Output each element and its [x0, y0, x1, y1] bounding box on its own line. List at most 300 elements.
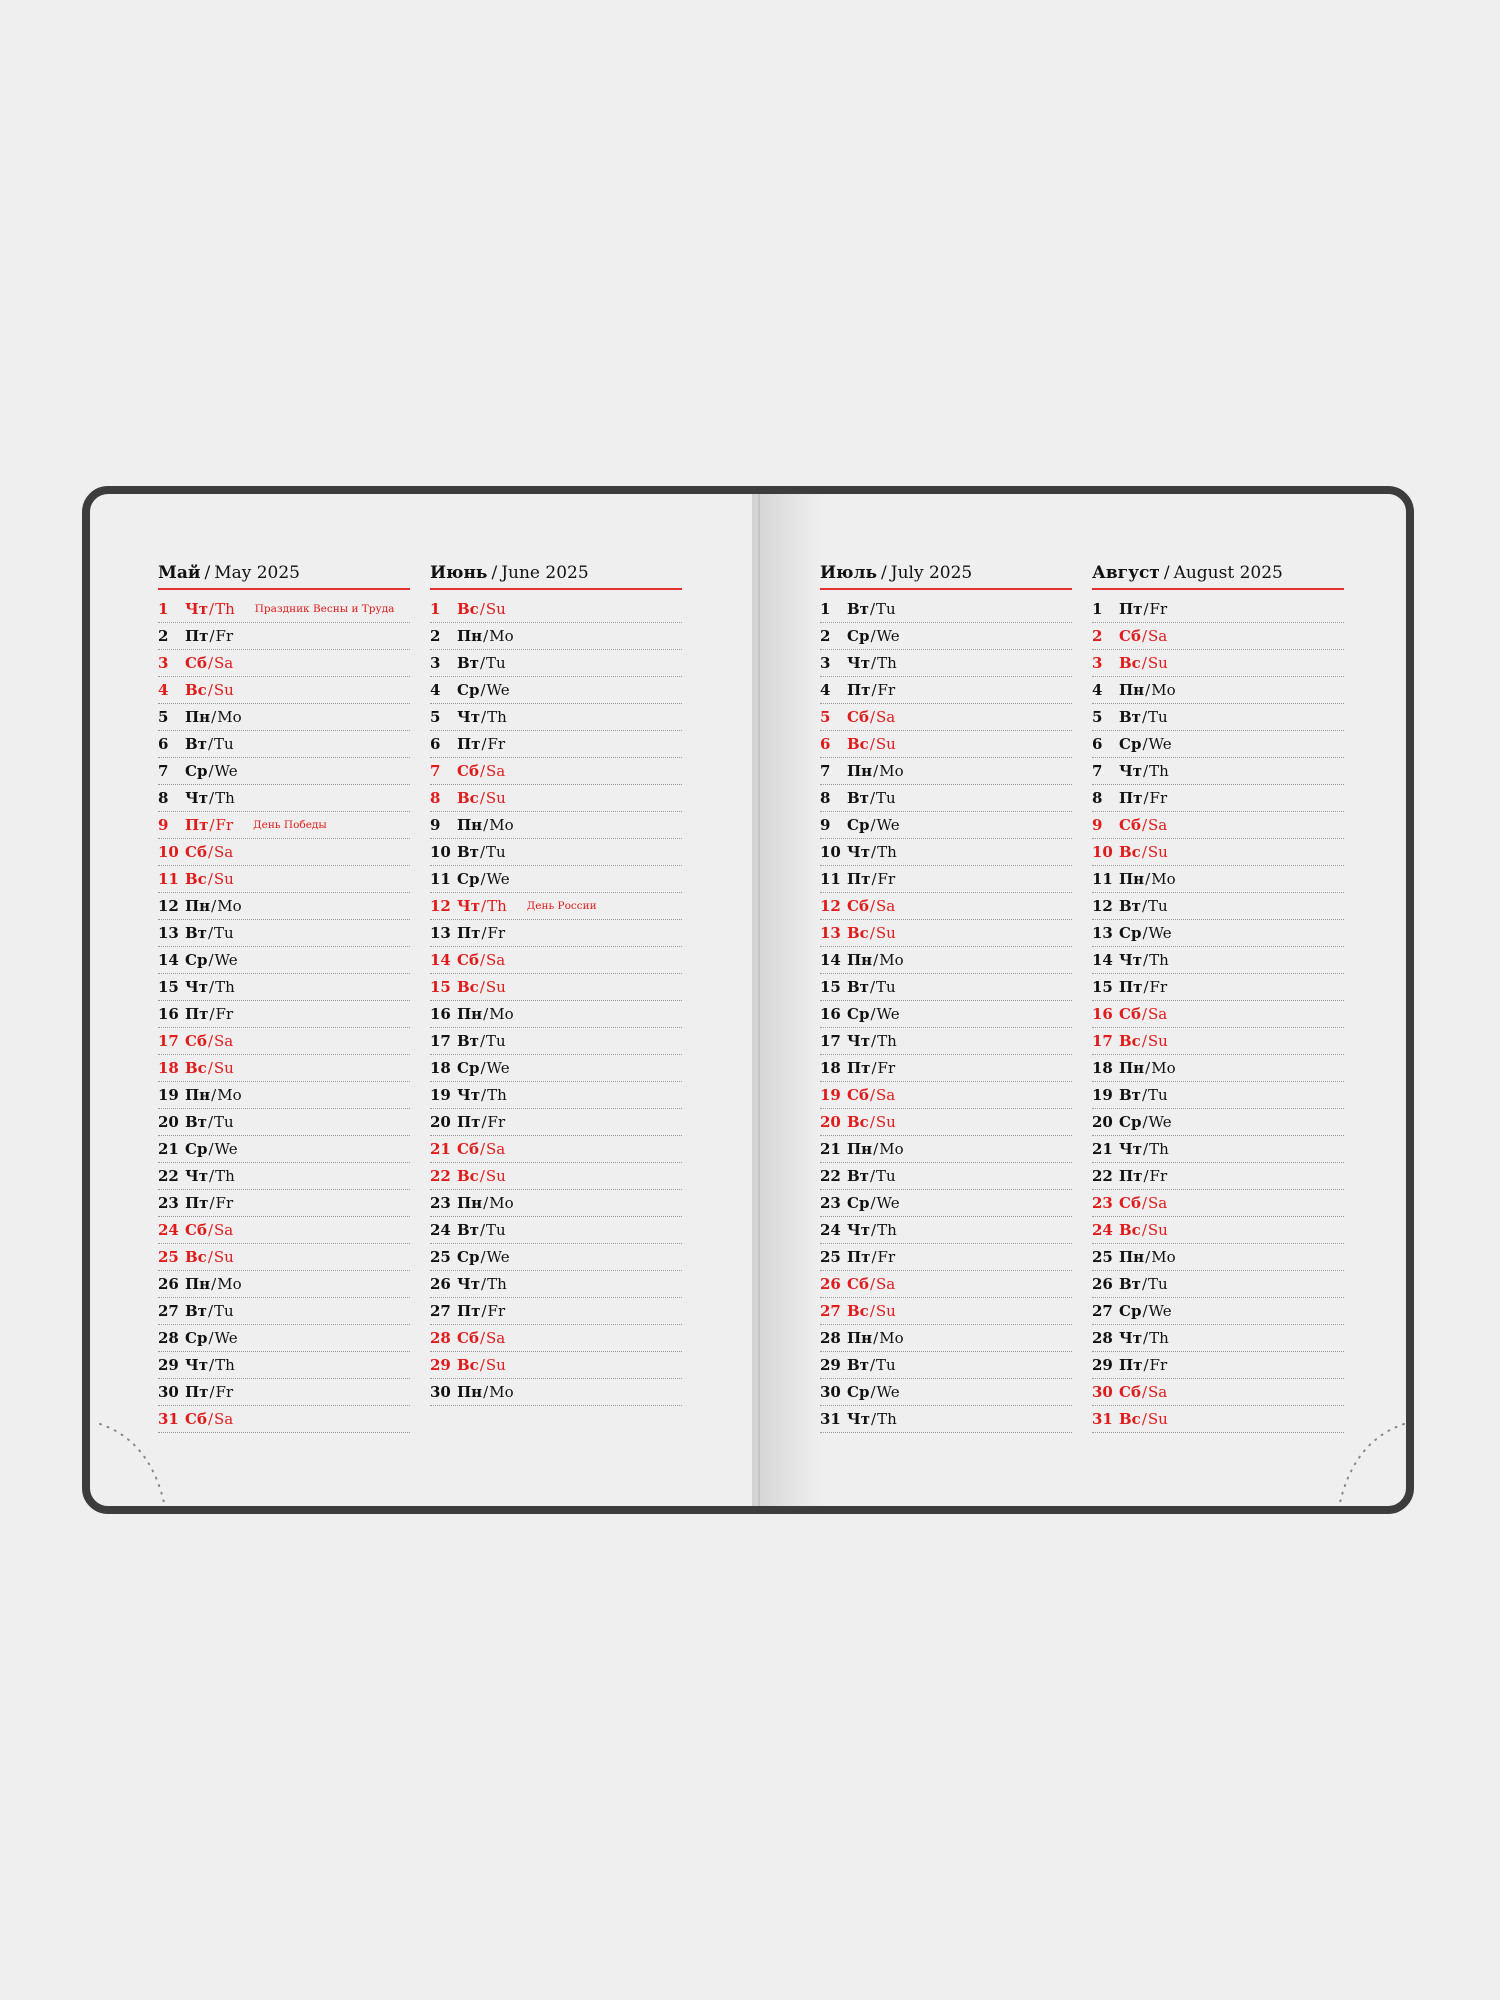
day-row — [820, 1001, 1072, 1028]
weekday-en: Tu — [486, 654, 506, 672]
weekday-en: Fr — [877, 681, 896, 699]
weekday-ru: Пн — [185, 708, 211, 726]
day-row — [158, 704, 410, 731]
day-number: 6 — [1092, 735, 1103, 753]
weekday-ru: Ср — [185, 762, 208, 780]
day-number: 11 — [430, 870, 451, 888]
weekday-separator: / — [871, 1248, 877, 1266]
weekday-ru: Сб — [457, 1329, 479, 1347]
weekday-separator: / — [207, 1221, 214, 1239]
day-number: 22 — [820, 1167, 841, 1185]
weekday-ru: Ср — [457, 681, 480, 699]
day-row — [1092, 596, 1344, 623]
weekday-en: Th — [487, 708, 507, 726]
day-number: 5 — [820, 708, 831, 726]
day-number: 19 — [1092, 1086, 1113, 1104]
day-number: 29 — [430, 1356, 451, 1374]
weekday-separator: / — [1142, 735, 1148, 753]
weekday-separator: / — [869, 1086, 876, 1104]
weekday-ru: Пт — [185, 1005, 209, 1023]
day-list — [1092, 596, 1344, 1433]
day-number: 23 — [430, 1194, 451, 1212]
weekday-separator: / — [483, 1383, 489, 1401]
weekday-separator: / — [1141, 843, 1147, 861]
weekday-separator: / — [207, 924, 214, 942]
day-row — [430, 1352, 682, 1379]
weekday-separator: / — [869, 789, 876, 807]
weekday-en: Tu — [1148, 1275, 1168, 1293]
weekday-separator: / — [479, 762, 486, 780]
day-number: 11 — [1092, 870, 1113, 888]
weekday-separator: / — [481, 735, 487, 753]
weekday-separator: / — [1141, 627, 1148, 645]
weekday-ru: Сб — [847, 708, 869, 726]
day-number: 4 — [430, 681, 441, 699]
weekday-en: We — [1148, 1302, 1172, 1320]
weekday-separator: / — [871, 654, 877, 672]
weekday-ru: Вс — [185, 870, 207, 888]
day-row — [158, 1028, 410, 1055]
weekday-separator: / — [871, 1410, 877, 1428]
weekday-en: Tu — [486, 843, 506, 861]
weekday-en: Th — [215, 1356, 235, 1374]
weekday-separator: / — [479, 600, 485, 618]
corner-pocket-right — [1326, 1422, 1406, 1502]
weekday-separator: / — [209, 627, 215, 645]
weekday-en: Tu — [214, 924, 234, 942]
day-row — [820, 1055, 1072, 1082]
day-row — [820, 839, 1072, 866]
weekday-ru: Вс — [1119, 1032, 1141, 1050]
day-number: 15 — [430, 978, 451, 996]
weekday-ru: Пт — [457, 735, 481, 753]
weekday-en: Th — [487, 1086, 507, 1104]
day-list — [430, 596, 682, 1406]
weekday-en: Mo — [879, 951, 904, 969]
day-number: 27 — [158, 1302, 179, 1320]
weekday-ru: Вт — [1119, 897, 1141, 915]
weekday-en: Sa — [214, 1410, 234, 1428]
weekday-ru: Вс — [457, 978, 479, 996]
weekday-en: Mo — [489, 1194, 514, 1212]
weekday-separator: / — [481, 1086, 487, 1104]
day-number: 5 — [430, 708, 441, 726]
day-number: 3 — [820, 654, 831, 672]
day-row — [158, 1244, 410, 1271]
weekday-separator: / — [211, 1275, 217, 1293]
weekday-ru: Чт — [185, 1167, 208, 1185]
day-number: 14 — [1092, 951, 1113, 969]
book-gutter-shadow — [752, 494, 822, 1506]
month-header — [430, 562, 682, 590]
weekday-en: Mo — [879, 1329, 904, 1347]
weekday-ru: Сб — [185, 1410, 207, 1428]
weekday-separator: / — [870, 1194, 876, 1212]
weekday-separator: / — [1145, 870, 1151, 888]
day-number: 1 — [158, 600, 169, 618]
weekday-ru: Пн — [847, 1140, 873, 1158]
weekday-en: We — [486, 1248, 510, 1266]
weekday-separator: / — [1141, 1194, 1148, 1212]
weekday-separator: / — [209, 1167, 215, 1185]
weekday-ru: Ср — [847, 816, 870, 834]
weekday-en: Tu — [486, 1032, 506, 1050]
day-row — [820, 1028, 1072, 1055]
weekday-separator: / — [207, 1248, 213, 1266]
day-number: 27 — [1092, 1302, 1113, 1320]
weekday-en: Th — [877, 1221, 897, 1239]
day-number: 23 — [820, 1194, 841, 1212]
day-number: 1 — [1092, 600, 1103, 618]
day-row — [158, 1271, 410, 1298]
day-number: 4 — [1092, 681, 1103, 699]
day-number: 18 — [1092, 1059, 1113, 1077]
day-row — [820, 812, 1072, 839]
day-row — [158, 785, 410, 812]
weekday-separator: / — [869, 708, 876, 726]
day-number: 21 — [1092, 1140, 1113, 1158]
weekday-ru: Пн — [1119, 870, 1145, 888]
weekday-separator: / — [207, 1410, 214, 1428]
weekday-separator: / — [211, 897, 217, 915]
weekday-en: Su — [213, 1248, 234, 1266]
weekday-ru: Вс — [457, 1356, 479, 1374]
day-row — [430, 1082, 682, 1109]
day-number: 31 — [158, 1410, 179, 1428]
weekday-ru: Вт — [457, 843, 479, 861]
weekday-ru: Сб — [457, 951, 479, 969]
day-number: 3 — [430, 654, 441, 672]
day-row — [1092, 839, 1344, 866]
day-number: 7 — [1092, 762, 1103, 780]
day-row — [158, 920, 410, 947]
weekday-en: Th — [877, 1032, 897, 1050]
weekday-ru: Чт — [185, 600, 208, 618]
day-number: 3 — [1092, 654, 1103, 672]
day-row — [430, 920, 682, 947]
weekday-separator: / — [481, 1302, 487, 1320]
day-number: 8 — [430, 789, 441, 807]
day-number: 12 — [820, 897, 841, 915]
day-row — [430, 1028, 682, 1055]
month-may — [158, 562, 410, 1433]
weekday-en: Sa — [214, 654, 234, 672]
weekday-ru: Пт — [847, 681, 871, 699]
day-number: 26 — [430, 1275, 451, 1293]
day-row — [820, 596, 1072, 623]
weekday-ru: Вс — [457, 1167, 479, 1185]
day-row — [820, 893, 1072, 920]
weekday-en: Su — [875, 1113, 896, 1131]
weekday-en: Fr — [1149, 1167, 1168, 1185]
weekday-en: Th — [1149, 762, 1169, 780]
weekday-separator: / — [207, 1059, 213, 1077]
weekday-en: We — [214, 1140, 238, 1158]
weekday-en: Tu — [876, 1167, 896, 1185]
weekday-ru: Пт — [457, 924, 481, 942]
day-number: 2 — [1092, 627, 1103, 645]
weekday-en: Tu — [214, 735, 234, 753]
day-number: 19 — [820, 1086, 841, 1104]
day-number: 8 — [158, 789, 169, 807]
day-number: 26 — [158, 1275, 179, 1293]
day-row — [820, 866, 1072, 893]
weekday-separator: / — [1141, 1221, 1147, 1239]
day-row — [158, 974, 410, 1001]
day-number: 14 — [820, 951, 841, 969]
weekday-en: Sa — [1148, 1005, 1168, 1023]
weekday-separator: / — [1142, 1302, 1148, 1320]
weekday-ru: Чт — [457, 708, 480, 726]
weekday-ru: Вт — [847, 600, 869, 618]
weekday-en: Sa — [876, 1086, 896, 1104]
day-number: 8 — [820, 789, 831, 807]
weekday-separator: / — [869, 978, 876, 996]
weekday-ru: Ср — [847, 627, 870, 645]
day-row — [430, 1379, 682, 1406]
weekday-separator: / — [208, 1329, 214, 1347]
day-row — [820, 758, 1072, 785]
weekday-en: Fr — [487, 735, 506, 753]
weekday-separator: / — [871, 1032, 877, 1050]
month-name-en: August 2025 — [1173, 563, 1283, 583]
weekday-ru: Пт — [847, 870, 871, 888]
day-number: 31 — [820, 1410, 841, 1428]
month-name-ru: Июнь — [430, 563, 488, 583]
weekday-separator: / — [481, 1275, 487, 1293]
day-number: 29 — [1092, 1356, 1113, 1374]
day-number: 8 — [1092, 789, 1103, 807]
weekday-en: Mo — [489, 1005, 514, 1023]
day-number: 21 — [158, 1140, 179, 1158]
day-row — [1092, 731, 1344, 758]
weekday-en: Su — [485, 789, 506, 807]
weekday-ru: Вт — [1119, 1275, 1141, 1293]
day-row — [430, 1325, 682, 1352]
day-row — [1092, 1190, 1344, 1217]
day-number: 19 — [158, 1086, 179, 1104]
weekday-en: Su — [1147, 1221, 1168, 1239]
weekday-en: Th — [215, 600, 235, 618]
weekday-en: We — [214, 1329, 238, 1347]
day-row — [158, 596, 410, 623]
day-row — [1092, 1217, 1344, 1244]
day-number: 29 — [158, 1356, 179, 1374]
day-row — [1092, 1298, 1344, 1325]
day-row — [430, 839, 682, 866]
day-number: 16 — [430, 1005, 451, 1023]
day-row — [430, 866, 682, 893]
weekday-separator: / — [207, 1113, 214, 1131]
weekday-separator: / — [479, 1167, 485, 1185]
weekday-separator: / — [207, 654, 214, 672]
weekday-ru: Вс — [847, 1113, 869, 1131]
weekday-separator: / — [1143, 978, 1149, 996]
weekday-en: Su — [1147, 1032, 1168, 1050]
weekday-separator: / — [869, 897, 876, 915]
month-separator: / — [1163, 563, 1170, 583]
day-number: 7 — [820, 762, 831, 780]
day-number: 2 — [430, 627, 441, 645]
day-row — [1092, 974, 1344, 1001]
day-row — [1092, 893, 1344, 920]
weekday-ru: Пт — [847, 1059, 871, 1077]
month-name-en: June 2025 — [501, 563, 589, 583]
weekday-separator: / — [479, 789, 485, 807]
day-row — [1092, 1109, 1344, 1136]
day-row — [820, 623, 1072, 650]
weekday-separator: / — [481, 1113, 487, 1131]
weekday-separator: / — [1145, 1059, 1151, 1077]
day-row — [430, 1190, 682, 1217]
weekday-separator: / — [869, 1113, 875, 1131]
weekday-en: Sa — [1148, 816, 1168, 834]
weekday-separator: / — [873, 762, 879, 780]
weekday-en: We — [876, 1194, 900, 1212]
weekday-separator: / — [481, 708, 487, 726]
weekday-separator: / — [1141, 1086, 1148, 1104]
month-separator: / — [204, 563, 211, 583]
weekday-separator: / — [209, 1005, 215, 1023]
weekday-ru: Пт — [847, 1248, 871, 1266]
weekday-separator: / — [208, 951, 214, 969]
weekday-ru: Вт — [185, 1113, 207, 1131]
weekday-en: Th — [1149, 951, 1169, 969]
weekday-en: Su — [485, 1356, 506, 1374]
day-row — [820, 1352, 1072, 1379]
day-number: 28 — [820, 1329, 841, 1347]
weekday-ru: Ср — [1119, 1113, 1142, 1131]
day-row — [820, 785, 1072, 812]
weekday-ru: Пт — [457, 1302, 481, 1320]
weekday-ru: Вс — [1119, 843, 1141, 861]
weekday-ru: Пн — [847, 762, 873, 780]
weekday-en: Mo — [217, 1275, 242, 1293]
weekday-ru: Вс — [1119, 1410, 1141, 1428]
day-row — [430, 1217, 682, 1244]
weekday-en: Fr — [487, 924, 506, 942]
weekday-en: Fr — [215, 1194, 234, 1212]
weekday-separator: / — [869, 1356, 876, 1374]
weekday-en: Fr — [1149, 600, 1168, 618]
weekday-separator: / — [480, 681, 486, 699]
weekday-en: Su — [1147, 1410, 1168, 1428]
weekday-ru: Пт — [1119, 1167, 1143, 1185]
day-row — [158, 866, 410, 893]
weekday-separator: / — [481, 897, 487, 915]
weekday-ru: Ср — [185, 1329, 208, 1347]
day-number: 13 — [1092, 924, 1113, 942]
weekday-separator: / — [1143, 600, 1149, 618]
weekday-en: We — [486, 870, 510, 888]
weekday-en: Sa — [486, 951, 506, 969]
weekday-separator: / — [1145, 1248, 1151, 1266]
weekday-en: Sa — [214, 1032, 234, 1050]
day-number: 12 — [430, 897, 451, 915]
weekday-separator: / — [1141, 1005, 1148, 1023]
weekday-ru: Чт — [1119, 951, 1142, 969]
weekday-en: Fr — [877, 1248, 896, 1266]
day-row — [158, 1217, 410, 1244]
weekday-separator: / — [209, 600, 215, 618]
weekday-en: Mo — [217, 708, 242, 726]
day-number: 6 — [820, 735, 831, 753]
day-number: 30 — [158, 1383, 179, 1401]
weekday-separator: / — [479, 978, 485, 996]
day-number: 28 — [430, 1329, 451, 1347]
weekday-ru: Пт — [185, 1383, 209, 1401]
day-number: 7 — [430, 762, 441, 780]
weekday-separator: / — [483, 1005, 489, 1023]
day-number: 15 — [158, 978, 179, 996]
day-number: 30 — [1092, 1383, 1113, 1401]
day-number: 29 — [820, 1356, 841, 1374]
day-row — [1092, 650, 1344, 677]
weekday-en: Tu — [1148, 1086, 1168, 1104]
day-number: 27 — [430, 1302, 451, 1320]
day-number: 20 — [820, 1113, 841, 1131]
weekday-ru: Чт — [1119, 1329, 1142, 1347]
weekday-ru: Чт — [1119, 1140, 1142, 1158]
day-row — [820, 1217, 1072, 1244]
holiday-note: День России — [526, 900, 597, 912]
weekday-separator: / — [869, 1302, 875, 1320]
weekday-en: Fr — [1149, 789, 1168, 807]
day-number: 20 — [1092, 1113, 1113, 1131]
day-number: 16 — [1092, 1005, 1113, 1023]
weekday-en: Th — [215, 789, 235, 807]
weekday-ru: Пт — [1119, 600, 1143, 618]
weekday-en: Fr — [487, 1302, 506, 1320]
day-number: 15 — [820, 978, 841, 996]
day-row — [158, 1325, 410, 1352]
weekday-ru: Вт — [847, 1167, 869, 1185]
day-row — [820, 1163, 1072, 1190]
weekday-en: Fr — [487, 1113, 506, 1131]
day-number: 18 — [158, 1059, 179, 1077]
weekday-en: Su — [213, 681, 234, 699]
day-number: 7 — [158, 762, 169, 780]
day-row — [820, 1244, 1072, 1271]
day-row — [820, 650, 1072, 677]
weekday-en: We — [876, 627, 900, 645]
weekday-separator: / — [479, 843, 486, 861]
weekday-separator: / — [873, 1140, 879, 1158]
day-row — [1092, 1082, 1344, 1109]
day-row — [430, 1163, 682, 1190]
weekday-ru: Вс — [457, 789, 479, 807]
day-row — [158, 1163, 410, 1190]
day-number: 10 — [158, 843, 179, 861]
day-number: 28 — [158, 1329, 179, 1347]
weekday-en: Mo — [489, 1383, 514, 1401]
weekday-ru: Сб — [185, 843, 207, 861]
weekday-ru: Вт — [457, 1032, 479, 1050]
weekday-separator: / — [871, 1059, 877, 1077]
weekday-separator: / — [208, 762, 214, 780]
weekday-ru: Сб — [185, 1221, 207, 1239]
weekday-en: Su — [485, 978, 506, 996]
weekday-en: Mo — [217, 1086, 242, 1104]
weekday-en: Mo — [489, 627, 514, 645]
day-row — [820, 704, 1072, 731]
day-row — [430, 1271, 682, 1298]
weekday-separator: / — [481, 924, 487, 942]
weekday-separator: / — [483, 627, 489, 645]
month-name-en: May 2025 — [214, 563, 301, 583]
weekday-separator: / — [1141, 708, 1148, 726]
open-planner — [82, 486, 1414, 1514]
